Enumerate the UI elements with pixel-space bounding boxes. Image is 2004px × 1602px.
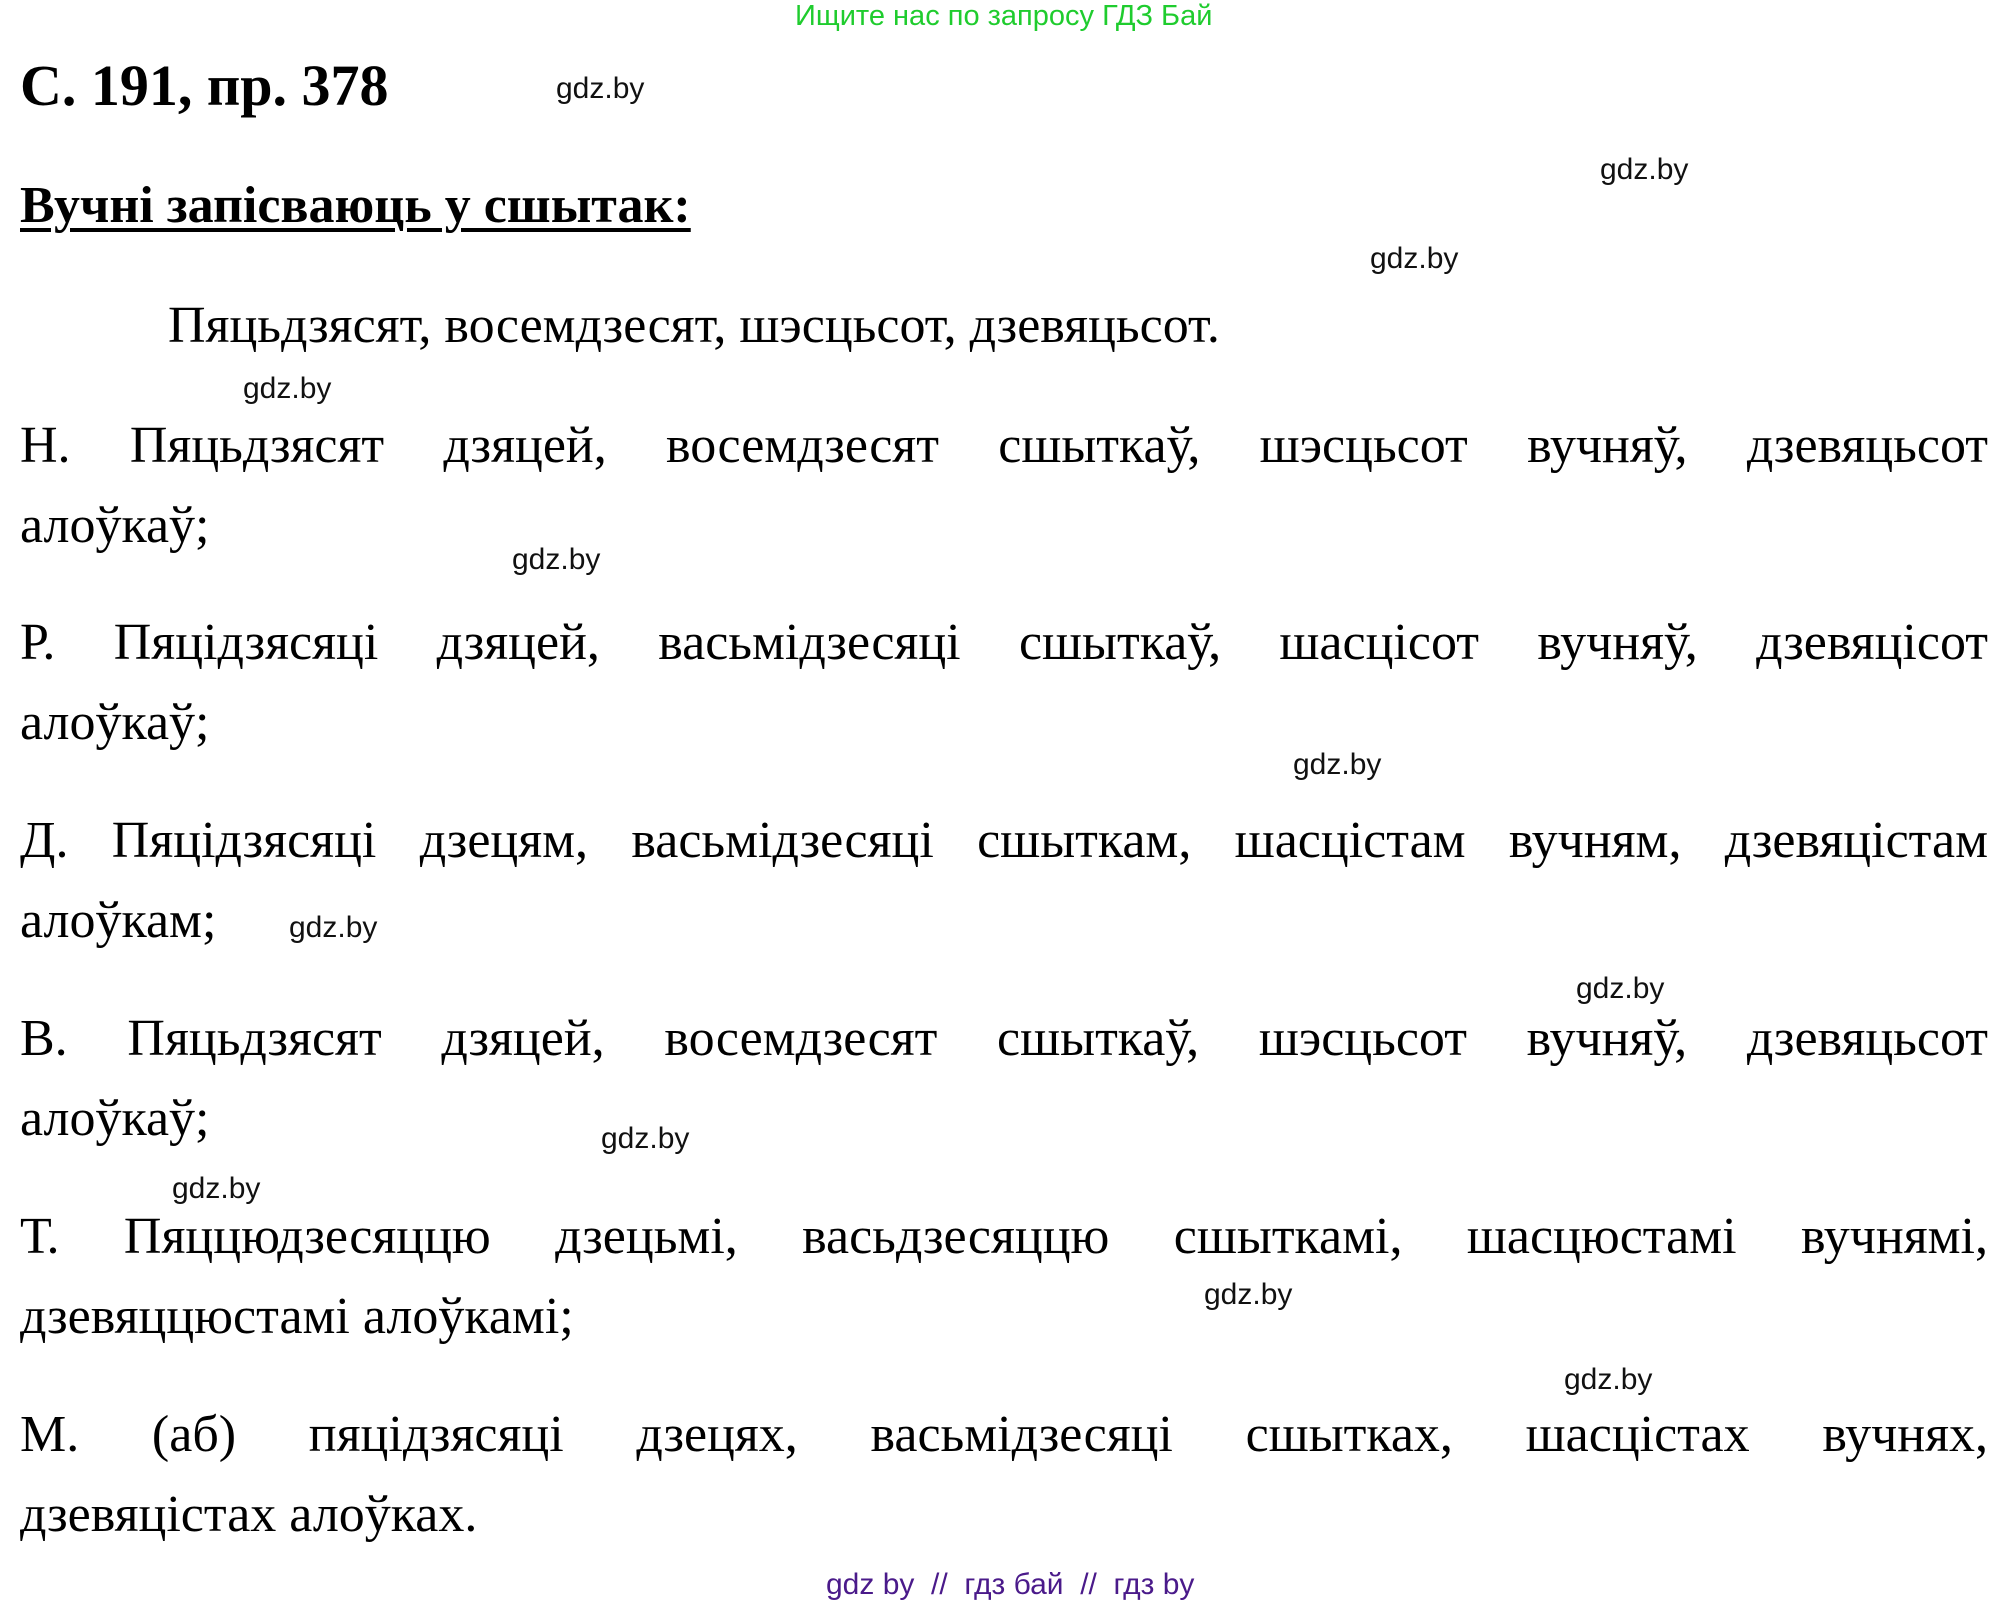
watermark: gdz.by bbox=[1600, 153, 1689, 186]
watermark: gdz.by bbox=[1370, 242, 1459, 275]
case-dative-line2: алоўкам; bbox=[20, 892, 217, 949]
case-dative-line1: Д. Пяцідзясяці дзецям, васьмідзесяці сшыткам, шасцістам вучням, дзевяцістам bbox=[20, 812, 1988, 869]
case-accusative-line2: алоўкаў; bbox=[20, 1090, 210, 1147]
watermark: gdz.by bbox=[289, 911, 378, 944]
watermark: gdz.by bbox=[601, 1122, 690, 1155]
search-banner[interactable]: Ищите нас по запросу ГДЗ Бай bbox=[795, 0, 1213, 32]
watermark: gdz.by bbox=[556, 72, 645, 105]
watermark: gdz.by bbox=[1576, 972, 1665, 1005]
page-title: С. 191, пр. 378 bbox=[20, 53, 389, 118]
watermark: gdz.by bbox=[172, 1172, 261, 1205]
footer-links[interactable]: gdz by // гдз бай // гдз by bbox=[826, 1568, 1195, 1601]
watermark: gdz.by bbox=[512, 543, 601, 576]
watermark: gdz.by bbox=[1293, 748, 1382, 781]
case-instrumental-line1: Т. Пяццюдзесяццю дзецьмі, васьдзесяццю сшыткамі, шасцюстамі вучнямі, bbox=[20, 1208, 1988, 1265]
watermark: gdz.by bbox=[1564, 1363, 1653, 1396]
case-prepositional-line2: дзевяцістах алоўках. bbox=[20, 1486, 478, 1543]
watermark: gdz.by bbox=[1204, 1278, 1293, 1311]
watermark: gdz.by bbox=[243, 372, 332, 405]
case-nominative-line1: Н. Пяцьдзясят дзяцей, восемдзесят сшыткаў, шэсцьсот вучняў, дзевяцьсот bbox=[20, 417, 1988, 474]
numerals-list: Пяцьдзясят, восемдзесят, шэсцьсот, дзевяцьсот. bbox=[168, 297, 1220, 354]
case-nominative-line2: алоўкаў; bbox=[20, 497, 210, 554]
case-genitive-line2: алоўкаў; bbox=[20, 694, 210, 751]
section-heading: Вучні запісваюць у сшытак: bbox=[20, 177, 691, 234]
case-genitive-line1: Р. Пяцідзясяці дзяцей, васьмідзесяці сшыткаў, шасцісот вучняў, дзевяцісот bbox=[20, 614, 1988, 671]
case-prepositional-line1: М. (аб) пяцідзясяці дзецях, васьмідзесяці сшытках, шасцістах вучнях, bbox=[20, 1406, 1988, 1463]
case-instrumental-line2: дзевяццюстамі алоўкамі; bbox=[20, 1288, 574, 1345]
case-accusative-line1: В. Пяцьдзясят дзяцей, восемдзесят сшыткаў, шэсцьсот вучняў, дзевяцьсот bbox=[20, 1010, 1988, 1067]
